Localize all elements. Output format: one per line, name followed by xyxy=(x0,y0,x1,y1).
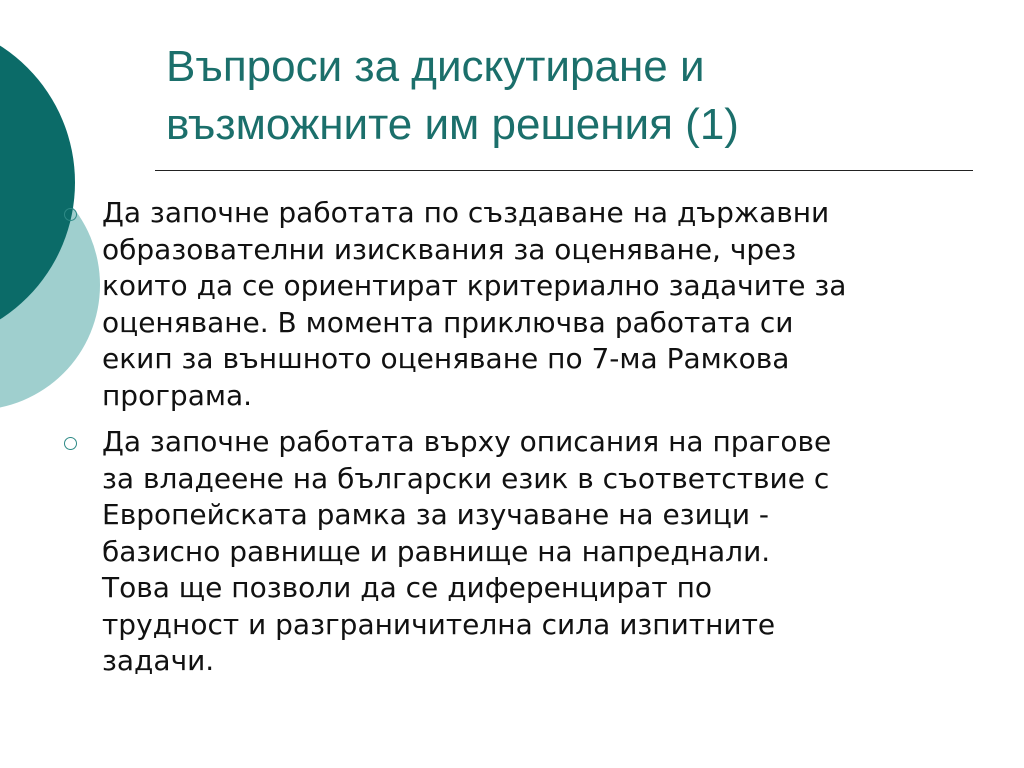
bullet-item xyxy=(58,424,998,680)
hollow-circle-bullet-icon xyxy=(64,208,77,221)
bullet-text-line: Да започне работата по създаване на държавни xyxy=(102,196,830,229)
bullet-text-line: Да започне работата върху описания на прагове xyxy=(102,425,832,458)
bullet-text-line: Това ще позволи да се диференцират по xyxy=(102,571,713,604)
bullet-text-line: оценяване. В момента приключва работата си xyxy=(102,305,794,339)
bullet-text-line: за владеене на български език в съответствие с xyxy=(102,461,830,495)
bullet-list xyxy=(58,195,998,690)
bullet-text-line: базисно равнище и равнище на напреднали. xyxy=(102,534,771,568)
slide-title-line: Въпроси за дискутиране и xyxy=(166,42,705,91)
bullet-text-line: които да се ориентират критериално задачите за xyxy=(102,269,847,302)
slide-title xyxy=(166,38,986,154)
bullet-text-line: образователни изисквания за оценяване, чрез xyxy=(102,232,797,266)
title-divider xyxy=(155,170,973,171)
bullet-text-line: екип за външното оценяване по 7-ма Рамкова xyxy=(102,342,790,375)
bullet-text-line: трудност и разграничителна сила изпитните xyxy=(102,607,776,641)
slide-title-line: възможните им решения (1) xyxy=(166,100,739,149)
bullet-text xyxy=(102,424,998,680)
bullet-text-line: задачи. xyxy=(102,644,215,677)
bullet-text-line: Европейската рамка за изучаване на езици - xyxy=(102,498,770,531)
bullet-item xyxy=(58,195,998,414)
hollow-circle-bullet-icon xyxy=(64,437,77,450)
bullet-text xyxy=(102,195,998,414)
bullet-text-line: програма. xyxy=(102,378,253,412)
